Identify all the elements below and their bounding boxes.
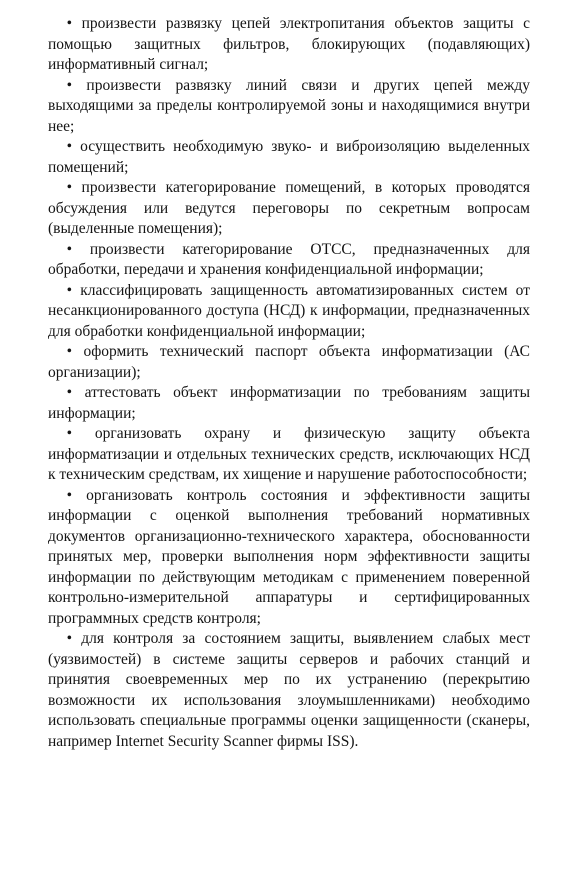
list-item-text: произвести развязку линий связи и других цепей между выходящими за пределы контролируемой зоны и находящимися внутри нее;	[48, 76, 530, 135]
list-item	[48, 240, 530, 281]
list-item	[48, 281, 530, 343]
bullet-icon: •	[66, 343, 73, 360]
bullet-icon: •	[66, 425, 73, 442]
list-item	[48, 178, 530, 240]
list-item-text: организовать контроль состояния и эффективности защиты информации с оценкой выполнения требований нормативных документов организационно-технического характера, обоснованности принятых мер, проверки выполнения норм эффективности защиты информации по действующим методикам с применением поверенной контрольно-измерительной аппаратуры и сертифицированных программных средств контроля;	[48, 486, 530, 627]
bullet-icon: •	[66, 240, 73, 258]
list-item-text: для контроля за состоянием защиты, выявлением слабых мест (уязвимостей) в системе защиты серверов и рабочих станций и принятия своевременных мер по их устранению (перекрытию возможности их использования злоумышленниками) необходимо использовать специальные программы оценки защищенности (сканеры, например Internet Security Scanner фирмы ISS).	[48, 630, 531, 750]
list-item	[48, 342, 530, 383]
bullet-icon: •	[66, 179, 73, 196]
bullet-icon: •	[66, 138, 73, 155]
list-item	[48, 383, 530, 424]
list-item-text: оформить технический паспорт объекта информатизации (АС организации);	[48, 343, 530, 381]
bullet-icon: •	[66, 76, 73, 94]
bullet-icon: •	[66, 281, 73, 299]
list-item-text: произвести категорирование помещений, в которых проводятся обсуждения или ведутся переговоры по секретным вопросам (выделенные помещения);	[48, 179, 530, 237]
list-item-text: классифицировать защищенность автоматизированных систем от несанкционированного доступа (НСД) к информации, предназначенных для обработки конфиденциальной информации;	[48, 281, 530, 340]
bullet-icon: •	[66, 384, 73, 401]
list-item	[48, 14, 530, 76]
list-item	[48, 76, 530, 138]
list-item-text: аттестовать объект информатизации по требованиям защиты информации;	[48, 384, 531, 422]
list-item-text: организовать охрану и физическую защиту объекта информатизации и отдельных технических средств, исключающих НСД к техническим средствам, их хищение и нарушение работоспособности;	[48, 425, 530, 483]
list-item	[48, 629, 530, 752]
bullet-icon: •	[66, 15, 73, 32]
list-item-text: осуществить необходимую звуко- и виброизоляцию выделенных помещений;	[48, 138, 531, 176]
list-item	[48, 486, 530, 630]
bullet-icon: •	[66, 630, 73, 647]
list-item	[48, 137, 530, 178]
list-item-text: произвести категорирование ОТСС, предназначенных для обработки, передачи и хранения конфиденциальной информации;	[48, 240, 530, 278]
list-item-text: произвести развязку цепей электропитания объектов защиты с помощью защитных фильтров, блокирующих (подавляющих) информативный сигнал;	[48, 15, 530, 73]
document-page	[48, 14, 530, 752]
list-item	[48, 424, 530, 486]
bullet-icon: •	[66, 486, 73, 504]
